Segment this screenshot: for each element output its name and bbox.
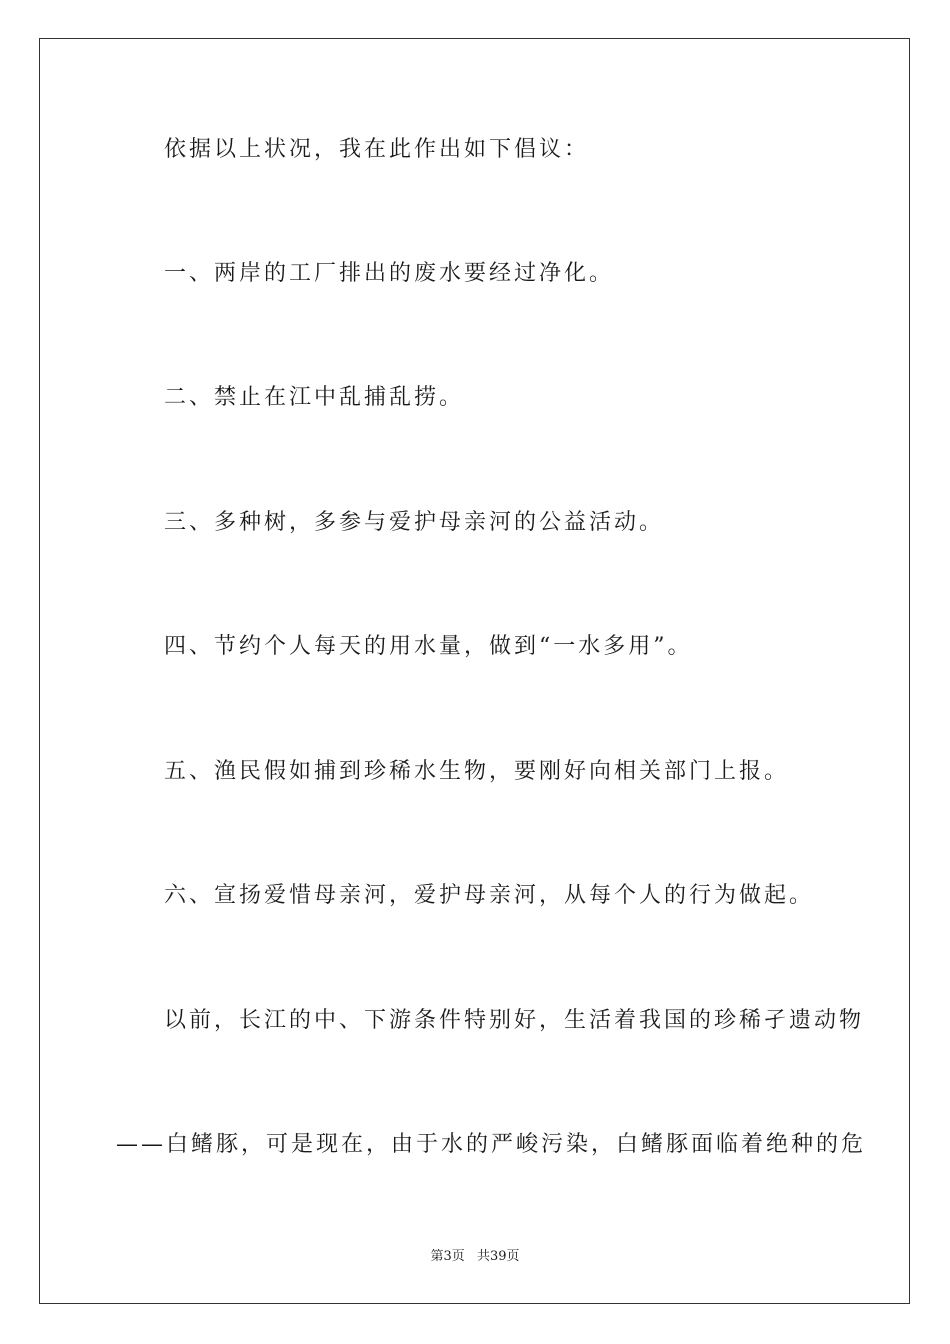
page-footer xyxy=(0,1248,950,1266)
text-line-item-2: 二、禁止在江中乱捕乱捞。 xyxy=(164,385,465,410)
text-line-item-4: 四、节约个人每天的用水量，做到“一水多用”。 xyxy=(164,634,693,659)
total-pages-label: 共39页 xyxy=(476,1249,520,1264)
text-line-paragraph-continued: ——白鳍豚，可是现在，由于水的严峻污染，白鳍豚面临着绝种的危 xyxy=(116,1132,867,1157)
current-page-label: 第3页 xyxy=(430,1249,465,1264)
text-line-item-5: 五、渔民假如捕到珍稀水生物，要刚好向相关部门上报。 xyxy=(164,759,790,784)
text-line-item-3: 三、多种树，多参与爱护母亲河的公益活动。 xyxy=(164,510,665,535)
text-line-item-1: 一、两岸的工厂排出的废水要经过净化。 xyxy=(164,261,615,286)
text-line-item-6: 六、宣扬爱惜母亲河，爱护母亲河，从每个人的行为做起。 xyxy=(164,883,815,908)
text-line-paragraph-start: 以前，长江的中、下游条件特别好，生活着我国的珍稀孑遗动物 xyxy=(164,1008,865,1033)
text-line-intro: 依据以上状况，我在此作出如下倡议： xyxy=(164,137,590,162)
page-border xyxy=(39,38,910,1304)
